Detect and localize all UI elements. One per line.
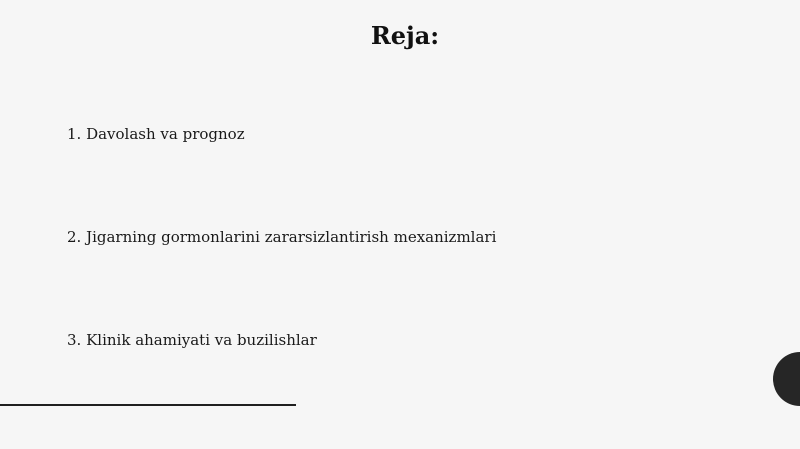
decorative-circle bbox=[773, 352, 800, 406]
plan-item-1: 1. Davolash va prognoz bbox=[67, 125, 245, 143]
plan-item-3: 3. Klinik ahamiyati va buzilishlar bbox=[67, 331, 317, 349]
slide-title: Reja: bbox=[370, 21, 440, 50]
plan-item-2: 2. Jigarning gormonlarini zararsizlantirish mexanizmlari bbox=[67, 228, 497, 246]
decorative-line bbox=[0, 404, 296, 406]
